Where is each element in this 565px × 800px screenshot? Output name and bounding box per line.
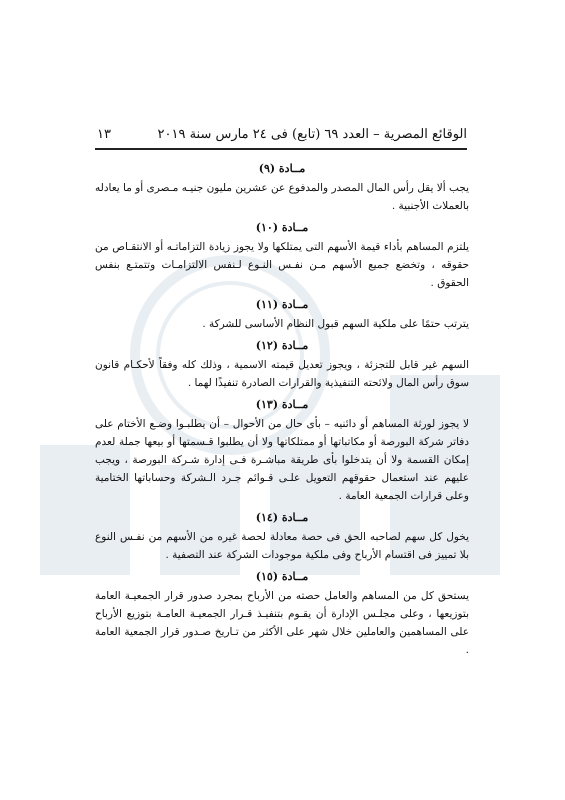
article-text: لا يجوز لورثة المساهم أو دائنيه – بأى حال من الأحوال – أن يطلبـوا وضـع الأختام على دفاتر شركة البورصة أو مكاتباتها أو ممتلكاتها ولا أن يطلبوا قـسمتها أو بيعها جملة لعدم إمكان القسمة ولا أن يتدخلوا بأى طريقة مباشـرة فـى إدارة شـركة البورصة ، ويجب عليهم عند استعمال حقوقهم التعويل علـى قـوائم جـرد الـشركة وحساباتها الختامية وعلى قرارات الجمعية العامة . bbox=[95, 418, 469, 502]
article-text: يجب ألا يقل رأس المال المصدر والمدفوع عن عشرين مليون جنيـه مـصرى أو ما يعادله بالعملات الأجنبية . bbox=[95, 182, 469, 212]
page-number: ١٣ bbox=[97, 127, 111, 142]
article-10 bbox=[95, 219, 469, 292]
article-text: يخول كل سهم لصاحبه الحق فى حصة معادلة لحصة غيره من الأسهم من نفـس النوع بلا تمييز فى اقتسام الأرباح وفى ملكية موجودات الشركة عند التصفية . bbox=[95, 531, 469, 561]
article-11 bbox=[95, 296, 469, 333]
article-heading: مــادة (١٢) bbox=[255, 339, 309, 352]
article-heading: مــادة (١٠) bbox=[255, 221, 309, 234]
article-13 bbox=[95, 396, 469, 505]
article-heading: مــادة (١١) bbox=[255, 298, 309, 311]
article-15 bbox=[95, 568, 469, 659]
article-heading: مــادة (١٣) bbox=[255, 398, 309, 411]
article-heading: مــادة (٩) bbox=[258, 162, 306, 175]
page-header bbox=[95, 122, 467, 150]
article-14 bbox=[95, 509, 469, 564]
article-12 bbox=[95, 337, 469, 392]
article-text: يلتزم المساهم بأداء قيمة الأسهم التى يمتلكها ولا يجوز زيادة التزاماتـه أو الانتقـاص من حقوقه ، وتخضع جميع الأسهم مـن نفـس النـوع لـنفس الالتزامـات وتتمتـع بنفس الحقوق . bbox=[95, 241, 469, 289]
article-9 bbox=[95, 160, 469, 215]
gazette-title: الوقائع المصرية – العدد ٦٩ (تابع) فى ٢٤ مارس سنة ٢٠١٩ bbox=[157, 127, 467, 142]
article-text: يستحق كل من المساهم والعامل حصته من الأرباح بمجرد صدور قرار الجمعيـة العامة بتوزيعها ، وعلى مجلـس الإدارة أن يقـوم بتنفيـذ قـرار الجمعيـة العامـة بتوزيع الأرباح على المساهمين والعاملين خلال شهر على الأكثر من تـاريخ صـدور قرار الجمعية العامة . bbox=[95, 590, 469, 656]
article-text: يترتب حتمًا على ملكية السهم قبول النظام الأساسى للشركة . bbox=[202, 318, 469, 330]
page-body bbox=[95, 157, 469, 663]
article-text: السهم غير قابل للتجزئة ، ويجوز تعديل قيمته الاسمية ، وذلك كله وفقاً لأحكـام قانون سوق رأس المال ولائحته التنفيذية والقرارات الصادرة تنفيذًا لهما . bbox=[95, 359, 469, 389]
article-heading: مــادة (١٤) bbox=[255, 511, 309, 524]
article-heading: مــادة (١٥) bbox=[255, 570, 309, 583]
